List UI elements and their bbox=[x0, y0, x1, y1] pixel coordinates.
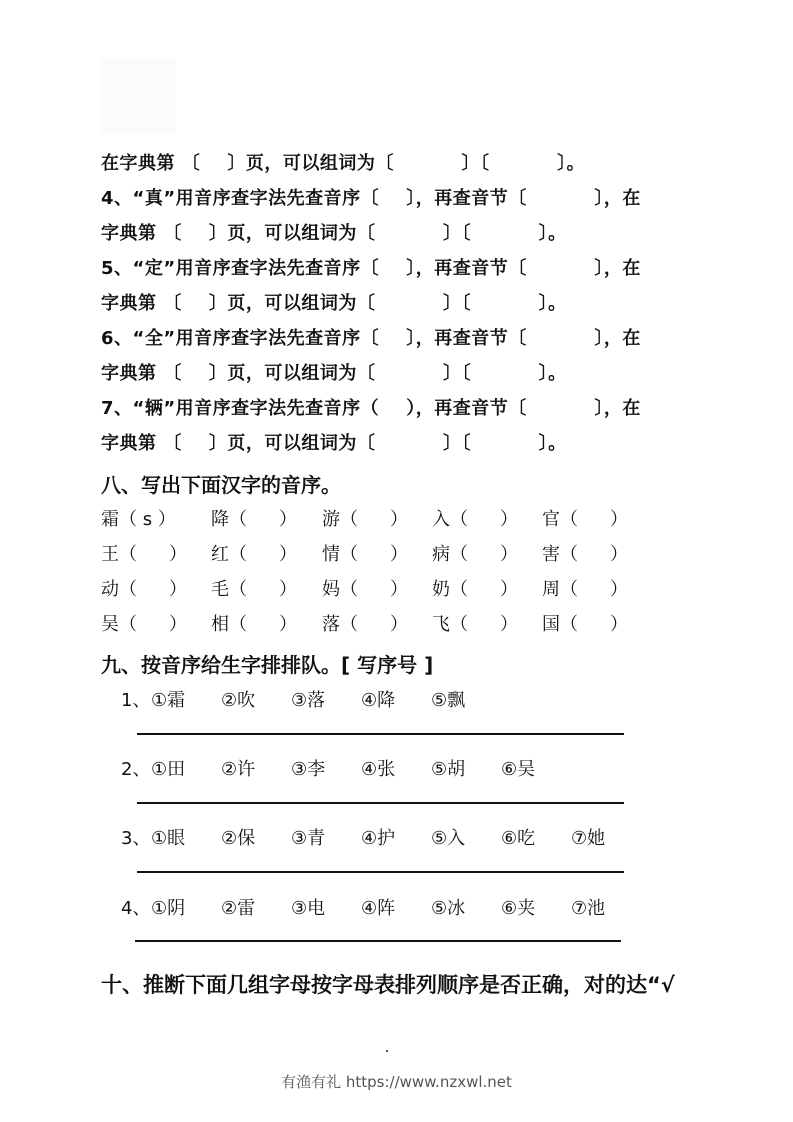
grid-cell: 入（ ） bbox=[432, 509, 518, 530]
section-10-title: 十、推断下面几组字母按字母表排列顺序是否正确，对的达“√ bbox=[101, 973, 675, 997]
grid-cell: 动（ ） bbox=[101, 579, 187, 600]
ordering-item-4: 4、 ①阴 ②雷 ③电 ④阵 ⑤冰 ⑥夹 ⑦池 bbox=[121, 898, 606, 919]
answer-line-4[interactable] bbox=[135, 940, 621, 942]
grid-cell: 官（ ） bbox=[542, 509, 628, 530]
question-7-line: 7、“辆”用音序查字法先查音序（ ），再查音节〔 〕，在 bbox=[101, 398, 641, 419]
grid-cell: 相（ ） bbox=[211, 614, 297, 635]
section-8-title: 八、写出下面汉字的音序。 bbox=[101, 473, 341, 497]
page-dot bbox=[386, 1050, 388, 1052]
grid-cell: 落（ ） bbox=[322, 614, 408, 635]
question-5-line: 5、“定”用音序查字法先查音序〔 〕，再查音节〔 〕，在 bbox=[101, 258, 641, 279]
text-line: 字典第 〔 〕页，可以组词为〔 〕〔 〕。 bbox=[101, 363, 567, 384]
grid-cell: 国（ ） bbox=[542, 614, 628, 635]
text-line: 字典第 〔 〕页，可以组词为〔 〕〔 〕。 bbox=[101, 223, 567, 244]
question-6-line: 6、“全”用音序查字法先查音序〔 〕，再查音节〔 〕，在 bbox=[101, 328, 641, 349]
section-9-title: 九、按音序给生字排排队。[ 写序号 ] bbox=[101, 653, 434, 677]
grid-cell: 病（ ） bbox=[432, 544, 518, 565]
answer-line-3[interactable] bbox=[137, 871, 624, 873]
text-line: 在字典第 〔 〕页，可以组词为〔 〕〔 〕。 bbox=[101, 153, 586, 174]
ordering-item-1: 1、 ①霜 ②吹 ③落 ④降 ⑤飘 bbox=[121, 690, 466, 711]
grid-cell: 游（ ） bbox=[322, 509, 408, 530]
grid-row bbox=[101, 575, 628, 600]
grid-cell: 霜（ s ） bbox=[101, 509, 176, 530]
grid-cell: 妈（ ） bbox=[322, 579, 408, 600]
faint-logo-placeholder bbox=[101, 58, 175, 134]
footer-watermark: 有渔有礼 https://www.nzxwl.net bbox=[281, 1073, 512, 1091]
text-line: 字典第 〔 〕页，可以组词为〔 〕〔 〕。 bbox=[101, 433, 567, 454]
answer-blank[interactable]: s bbox=[142, 509, 153, 530]
grid-cell: 毛（ ） bbox=[211, 579, 297, 600]
grid-row bbox=[101, 540, 628, 565]
text-line: 字典第 〔 〕页，可以组词为〔 〕〔 〕。 bbox=[101, 293, 567, 314]
question-4-line: 4、“真”用音序查字法先查音序〔 〕，再查音节〔 〕，在 bbox=[101, 188, 641, 209]
ordering-item-2: 2、 ①田 ②许 ③李 ④张 ⑤胡 ⑥吴 bbox=[121, 759, 536, 780]
answer-line-1[interactable] bbox=[137, 733, 624, 735]
grid-cell: 飞（ ） bbox=[432, 614, 518, 635]
grid-cell: 红（ ） bbox=[211, 544, 297, 565]
grid-cell: 周（ ） bbox=[542, 579, 628, 600]
grid-row bbox=[101, 505, 628, 530]
ordering-item-3: 3、 ①眼 ②保 ③青 ④护 ⑤入 ⑥吃 ⑦她 bbox=[121, 828, 606, 849]
grid-cell: 情（ ） bbox=[322, 544, 408, 565]
grid-cell: 降（ ） bbox=[211, 509, 297, 530]
grid-cell: 奶（ ） bbox=[432, 579, 518, 600]
grid-row bbox=[101, 610, 628, 635]
grid-cell: 害（ ） bbox=[542, 544, 628, 565]
grid-cell: 王（ ） bbox=[101, 544, 187, 565]
grid-cell: 吴（ ） bbox=[101, 614, 187, 635]
answer-line-2[interactable] bbox=[137, 802, 624, 804]
